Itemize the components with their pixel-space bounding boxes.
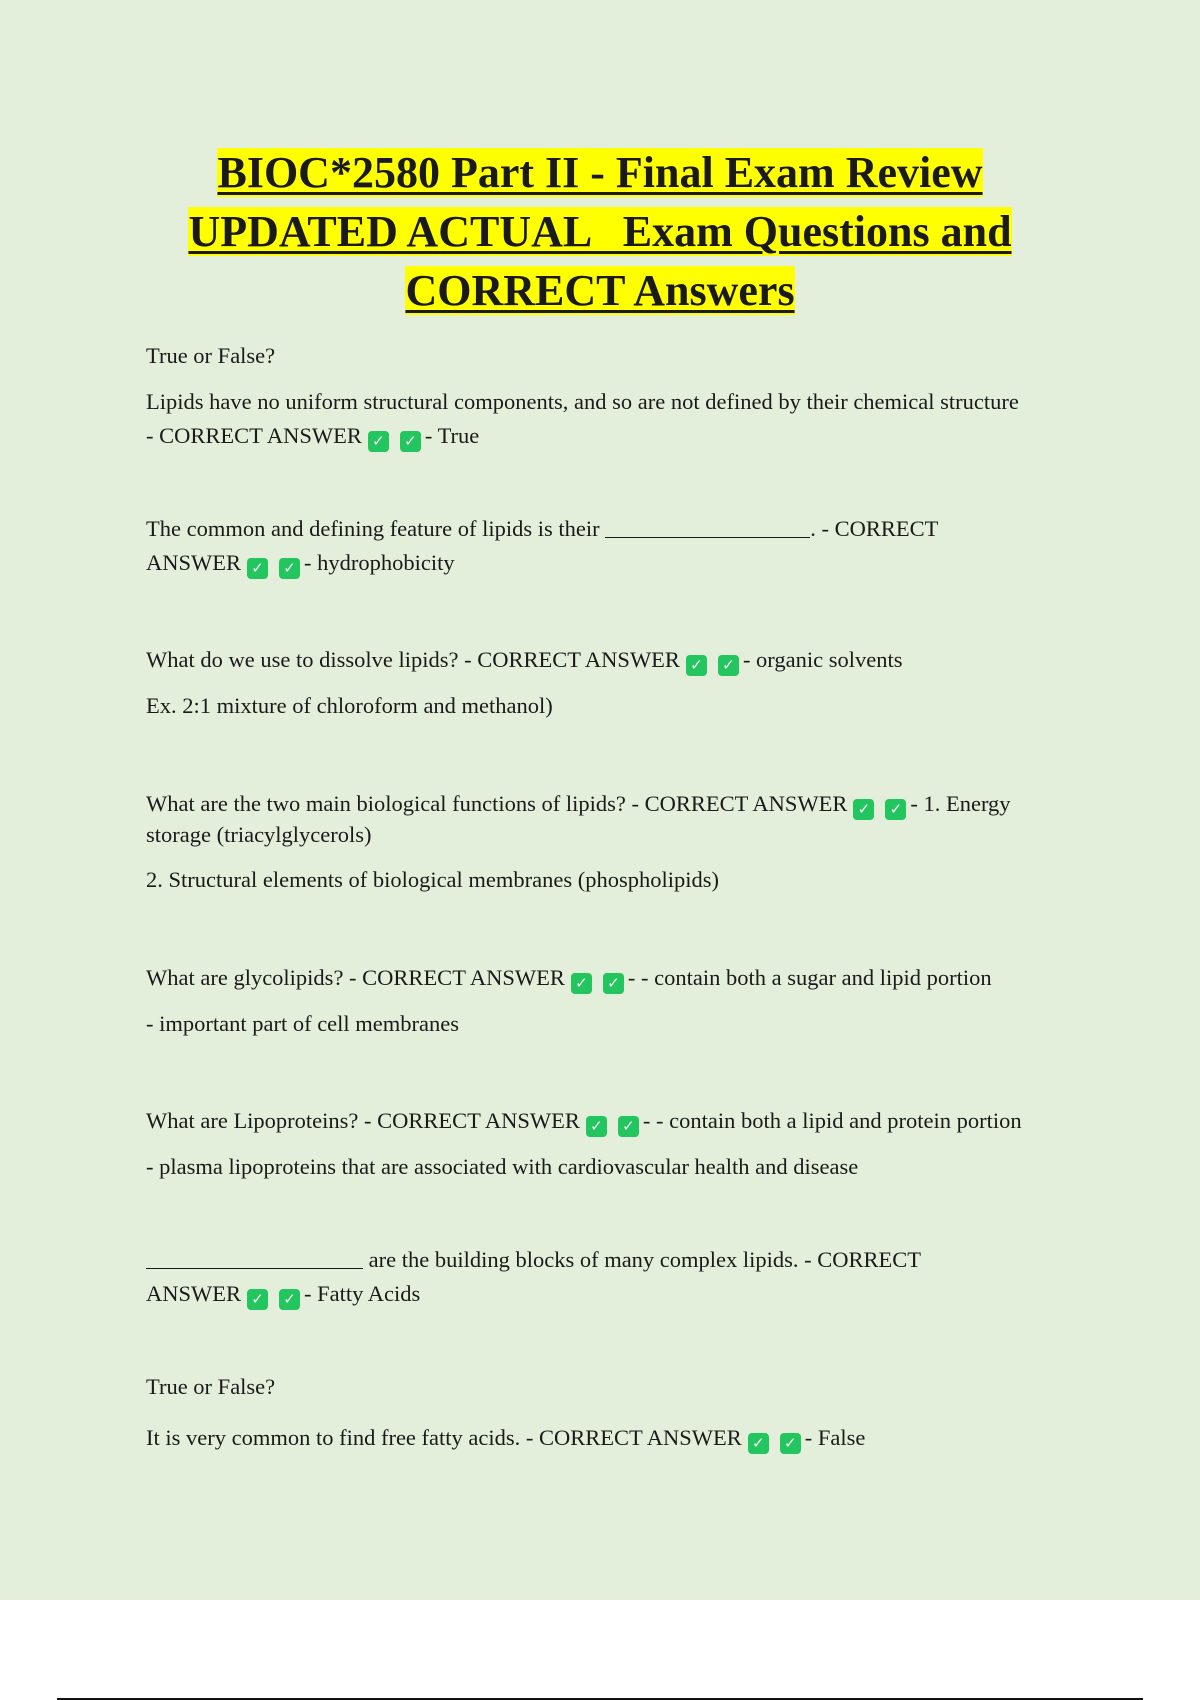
check-mark-icon: ✓ (686, 655, 707, 676)
title-line: BIOC*2580 Part II - Final Exam Review (217, 148, 983, 197)
answer-text: - - contain both a sugar and lipid portion (627, 965, 992, 990)
check-mark-icon: ✓ (885, 799, 906, 820)
answer-text: - False (804, 1425, 866, 1450)
check-mark-icon: ✓ (279, 558, 300, 579)
answer-line (146, 421, 479, 452)
answer-label: . - CORRECT (810, 516, 939, 541)
answer-label: ANSWER (146, 550, 241, 575)
fill-in-blank (605, 517, 810, 538)
check-mark-icon: ✓ (718, 655, 739, 676)
question-text: What are Lipoproteins? - CORRECT ANSWER (146, 1108, 580, 1133)
check-mark-icon: ✓ (603, 973, 624, 994)
answer-text: - plasma lipoproteins that are associated with cardiovascular health and disease (146, 1154, 859, 1179)
answer-text: 2. Structural elements of biological membranes (phospholipids) (146, 867, 720, 892)
title-line: UPDATED ACTUAL Exam Questions and (188, 207, 1012, 256)
check-mark-icon: ✓ (279, 1289, 300, 1310)
question-line (146, 1245, 921, 1275)
answer-text: - - contain both a lipid and protein portion (642, 1108, 1022, 1133)
question-text: What are glycolipids? - CORRECT ANSWER (146, 965, 565, 990)
check-mark-icon: ✓ (571, 973, 592, 994)
question-text: What do we use to dissolve lipids? - CORRECT ANSWER (146, 647, 680, 672)
answer-label: ANSWER (146, 1281, 241, 1306)
answer-text: - important part of cell membranes (146, 1011, 460, 1036)
question-line (146, 789, 1011, 820)
question-text: are the building blocks of many complex lipids. - CORRECT (368, 1247, 922, 1272)
check-mark-icon: ✓ (780, 1433, 801, 1454)
answer-text: storage (triacylglycerols) (146, 822, 372, 847)
check-mark-icon: ✓ (247, 1289, 268, 1310)
answer-line (146, 548, 455, 579)
question-text: True or False? (146, 343, 276, 368)
question-text: The common and defining feature of lipids is their (146, 516, 600, 541)
question-text: True or False? (146, 1374, 276, 1399)
question-line (146, 963, 992, 994)
check-mark-icon: ✓ (247, 558, 268, 579)
answer-line (146, 1279, 420, 1310)
answer-text: Ex. 2:1 mixture of chloroform and methanol) (146, 693, 553, 718)
question-text: Lipids have no uniform structural components, and so are not defined by their chemical structure (146, 389, 1019, 414)
question-text: It is very common to find free fatty acids. - CORRECT ANSWER (146, 1425, 742, 1450)
answer-text: - hydrophobicity (304, 550, 455, 575)
document-title (100, 143, 1100, 320)
question-line (146, 1423, 865, 1454)
check-mark-icon: ✓ (368, 431, 389, 452)
check-mark-icon: ✓ (586, 1116, 607, 1137)
answer-text: - organic solvents (742, 647, 903, 672)
answer-text: - Fatty Acids (304, 1281, 421, 1306)
answer-text: - True (424, 423, 480, 448)
fill-in-blank (146, 1248, 363, 1269)
question-line (146, 514, 938, 544)
answer-label: - CORRECT ANSWER (146, 423, 362, 448)
answer-text: - 1. Energy (910, 791, 1011, 816)
question-text: What are the two main biological functions of lipids? - CORRECT ANSWER (146, 791, 848, 816)
check-mark-icon: ✓ (853, 799, 874, 820)
question-line (146, 645, 903, 676)
check-mark-icon: ✓ (748, 1433, 769, 1454)
title-line: CORRECT Answers (405, 266, 795, 315)
check-mark-icon: ✓ (618, 1116, 639, 1137)
question-line (146, 1106, 1022, 1137)
check-mark-icon: ✓ (400, 431, 421, 452)
